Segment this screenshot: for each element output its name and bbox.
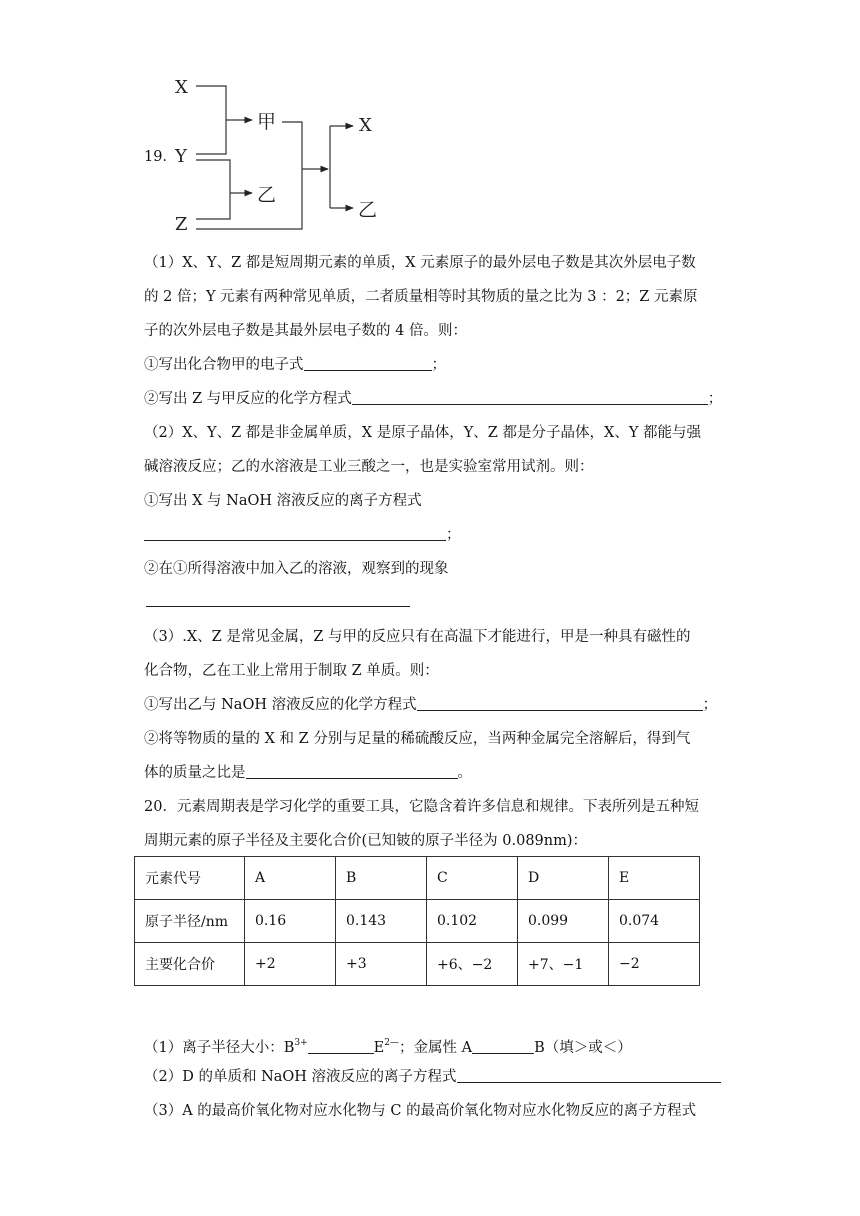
q20-intro-line2: 周期元素的原子半径及主要化合价(已知铍的原子半径为 0.089nm)： bbox=[144, 833, 588, 849]
q19-part3-question1-text: ①写出乙与 NaOH 溶液反应的化学方程式 bbox=[144, 697, 417, 713]
q19-part3-question2-line1: ②将等物质的量的 X 和 Z 分别与足量的稀硫酸反应，当两种金属完全溶解后，得到气 bbox=[144, 731, 691, 747]
table-cell: 0.143 bbox=[336, 900, 427, 943]
table-cell: 元素代号 bbox=[135, 857, 245, 900]
answer-blank[interactable] bbox=[417, 696, 703, 711]
table-cell: C bbox=[427, 857, 518, 900]
q20-question3: （3）A 的最高价氧化物对应水化物与 C 的最高价氧化物对应水化物反应的离子方程式 bbox=[144, 1103, 697, 1119]
q19-part1-question1-text: ①写出化合物甲的电子式 bbox=[144, 357, 304, 373]
table-row bbox=[135, 943, 700, 986]
reaction-scheme-diagram bbox=[0, 0, 860, 240]
answer-blank[interactable] bbox=[304, 356, 432, 371]
q20-question1-text-d: B（填＞或＜） bbox=[534, 1040, 632, 1056]
table-cell: D bbox=[518, 857, 609, 900]
superscript-charge: 2— bbox=[384, 1038, 399, 1048]
q19-part3-question2-line2: 体的质量之比是 。 bbox=[144, 765, 472, 781]
table-cell: B bbox=[336, 857, 427, 900]
line-y-to-yi bbox=[196, 160, 230, 193]
table-cell: A bbox=[245, 857, 336, 900]
q19-part2-answer-line: ； bbox=[144, 525, 461, 545]
q19-part3-question2-text: 体的质量之比是 bbox=[144, 765, 246, 781]
q20-question1-text-b: E bbox=[373, 1040, 385, 1056]
q20-question1-text-c: ；金属性 A bbox=[399, 1040, 473, 1056]
answer-blank[interactable] bbox=[144, 526, 446, 541]
table-cell: 0.099 bbox=[518, 900, 609, 943]
node-y: Y bbox=[175, 146, 187, 167]
table-cell: +3 bbox=[336, 943, 427, 986]
q19-part2-line1: （2）X、Y、Z 都是非金属单质，X 是原子晶体，Y、Z 都是分子晶体，X、Y 都能与强 bbox=[144, 425, 701, 441]
q19-part3-line2: 化合物，乙在工业上常用于制取 Z 单质。则： bbox=[144, 663, 439, 679]
table-cell: +2 bbox=[245, 943, 336, 986]
node-x: X bbox=[175, 77, 188, 98]
table-row bbox=[135, 857, 700, 900]
answer-blank[interactable] bbox=[457, 1068, 721, 1083]
q19-part1-question2-text: ②写出 Z 与甲反应的化学方程式 bbox=[144, 391, 352, 407]
answer-blank[interactable] bbox=[308, 1039, 374, 1054]
output-yi: 乙 bbox=[358, 199, 378, 221]
table-cell: +6、−2 bbox=[427, 943, 518, 986]
q19-part1-line2: 的 2 倍；Y 元素有两种常见单质，二者质量相等时其物质的量之比为 3 ：2；Z 元素原 bbox=[144, 289, 698, 305]
answer-blank[interactable] bbox=[146, 606, 410, 607]
q20-intro-line1: 20．元素周期表是学习化学的重要工具，它隐含着许多信息和规律。下表所列是五种短 bbox=[144, 799, 699, 815]
node-yi: 乙 bbox=[257, 184, 277, 206]
table-cell: E bbox=[609, 857, 700, 900]
line-z-out bbox=[196, 169, 302, 229]
q20-question2-text: （2）D 的单质和 NaOH 溶液反应的离子方程式 bbox=[144, 1069, 457, 1085]
table-cell: 0.16 bbox=[245, 900, 336, 943]
line-y-to-jia bbox=[196, 120, 226, 154]
line-x-to-jia bbox=[196, 86, 226, 120]
q19-part3-line1: （3）.X、Z 是常见金属，Z 与甲的反应只有在高温下才能进行，甲是一种具有磁性的 bbox=[144, 629, 691, 645]
q20-question1-text-a: （1）离子半径大小：B bbox=[144, 1040, 295, 1056]
line-z-to-yi bbox=[196, 193, 230, 219]
q19-part2-question2: ②在①所得溶液中加入乙的溶液，观察到的现象 bbox=[144, 561, 449, 577]
table-cell: +7、−1 bbox=[518, 943, 609, 986]
q19-part1-line3: 子的次外层电子数是其最外层电子数的 4 倍。则： bbox=[144, 323, 467, 339]
node-z: Z bbox=[175, 214, 188, 235]
table-row bbox=[135, 900, 700, 943]
table-cell: 0.102 bbox=[427, 900, 518, 943]
answer-blank[interactable] bbox=[352, 390, 708, 405]
q19-part3-question1: ①写出乙与 NaOH 溶液反应的化学方程式 ； bbox=[144, 697, 718, 713]
q19-part1-question2: ②写出 Z 与甲反应的化学方程式 ； bbox=[144, 391, 723, 407]
table-cell: 0.074 bbox=[609, 900, 700, 943]
superscript-charge: 3+ bbox=[294, 1038, 308, 1048]
line-jia-out bbox=[282, 122, 302, 169]
q20-question1 bbox=[144, 1033, 632, 1058]
table-cell: −2 bbox=[609, 943, 700, 986]
node-jia: 甲 bbox=[257, 111, 277, 133]
answer-blank[interactable] bbox=[472, 1039, 534, 1054]
q19-part2-line2: 碱溶液反应；乙的水溶液是工业三酸之一，也是实验室常用试剂。则： bbox=[144, 459, 594, 475]
output-x: X bbox=[359, 115, 372, 136]
question-19-number: 19． bbox=[144, 149, 177, 165]
q19-part2-question1: ①写出 X 与 NaOH 溶液反应的离子方程式 bbox=[144, 493, 422, 509]
q19-part1-line1: （1）X、Y、Z 都是短周期元素的单质，X 元素原子的最外层电子数是其次外层电子数 bbox=[144, 255, 696, 271]
table-cell: 主要化合价 bbox=[135, 943, 245, 986]
answer-blank[interactable] bbox=[246, 764, 458, 779]
q20-question2 bbox=[144, 1067, 721, 1087]
element-data-table bbox=[134, 856, 700, 986]
table-cell: 原子半径/nm bbox=[135, 900, 245, 943]
q19-part1-question1: ①写出化合物甲的电子式 ； bbox=[144, 357, 446, 373]
